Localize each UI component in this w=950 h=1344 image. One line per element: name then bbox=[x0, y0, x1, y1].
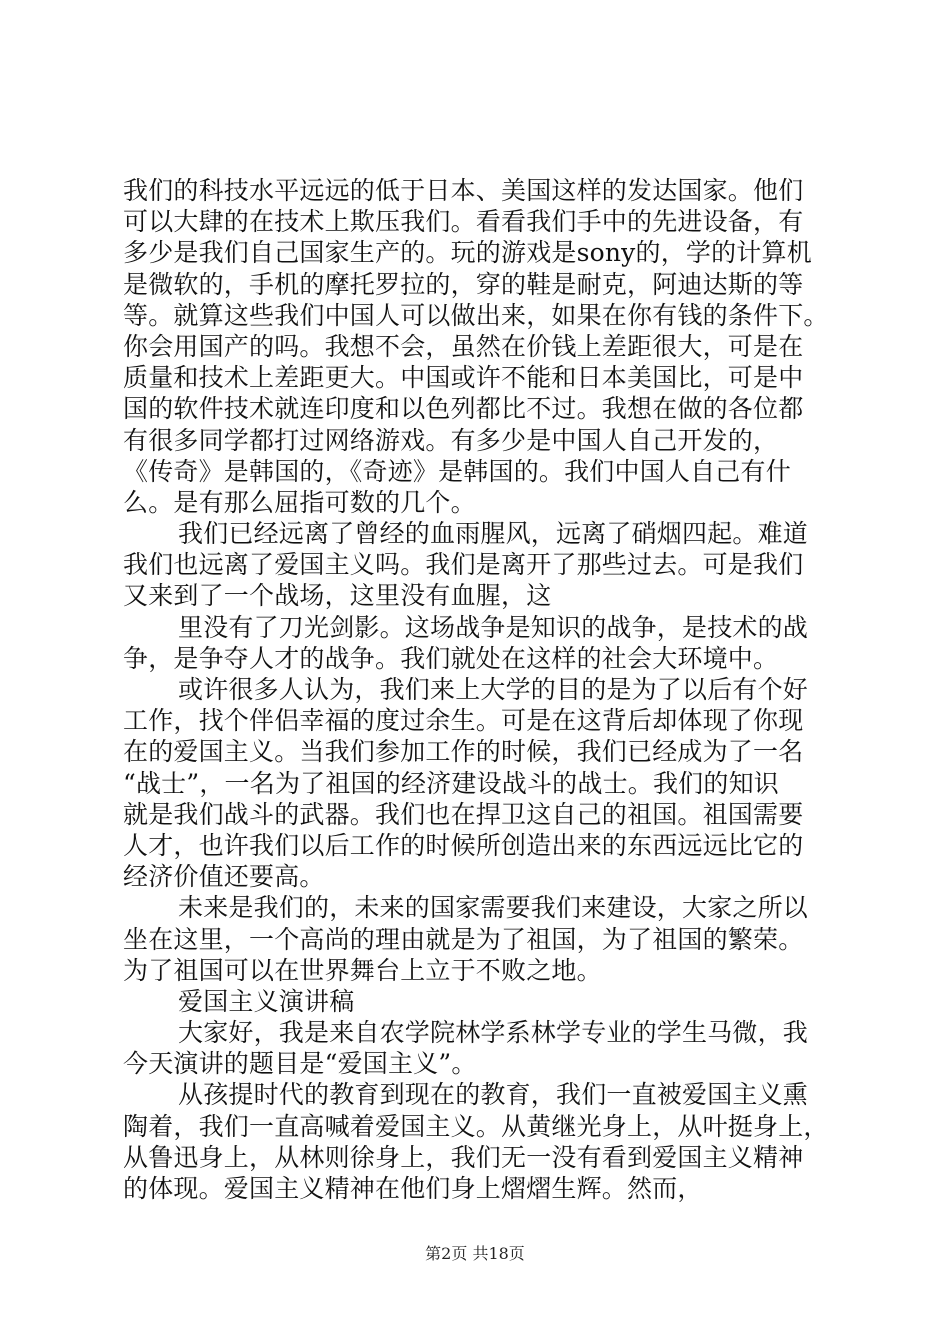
text-line: 可以大肆的在技术上欺压我们。看看我们手中的先进设备，有 bbox=[123, 207, 804, 237]
text-line: 从孩提时代的教育到现在的教育，我们一直被爱国主义熏 bbox=[178, 1080, 809, 1110]
text-line: 我们已经远离了曾经的血雨腥风，远离了硝烟四起。难道 bbox=[178, 519, 809, 549]
text-line: 经济价值还要高。 bbox=[123, 862, 325, 892]
text-line: 你会用国产的吗。我想不会，虽然在价钱上差距很大，可是在 bbox=[123, 331, 804, 361]
text-line: 在的爱国主义。当我们参加工作的时候，我们已经成为了一名 bbox=[123, 737, 804, 767]
text-line: 今天演讲的题目是“爱国主义”。 bbox=[123, 1049, 477, 1079]
text-line: 是微软的，手机的摩托罗拉的，穿的鞋是耐克，阿迪达斯的等 bbox=[123, 269, 804, 299]
text-line: 或许很多人认为，我们来上大学的目的是为了以后有个好 bbox=[178, 675, 809, 704]
text-line: 的体现。爱国主义精神在他们身上熠熠生辉。然而， bbox=[123, 1174, 703, 1203]
text-line: 质量和技术上差距更大。中国或许不能和日本美国比，可是中 bbox=[123, 363, 804, 393]
text-line: 为了祖国可以在世界舞台上立于不败之地。 bbox=[123, 955, 602, 985]
body-text bbox=[123, 175, 843, 1204]
text-line: 从鲁迅身上，从林则徐身上，我们无一没有看到爱国主义精神 bbox=[123, 1142, 804, 1172]
text-line: 坐在这里，一个高尚的理由就是为了祖国，为了祖国的繁荣。 bbox=[123, 924, 804, 954]
text-line: 争，是争夺人才的战争。我们就处在这样的社会大环境中。 bbox=[123, 643, 779, 673]
text-line: 我们也远离了爱国主义吗。我们是离开了那些过去。可是我们 bbox=[123, 550, 804, 580]
text-line: 有很多同学都打过网络游戏。有多少是中国人自己开发的， bbox=[123, 425, 779, 455]
text-line: 多少是我们自己国家生产的。玩的游戏是sony的，学的计算机 bbox=[123, 238, 812, 268]
text-line: 么。是有那么屈指可数的几个。 bbox=[123, 487, 476, 517]
page-footer: 第2页 共18页 bbox=[425, 1244, 525, 1263]
text-line: 大家好，我是来自农学院林学系林学专业的学生马微，我 bbox=[178, 1018, 809, 1048]
text-line: 等。就算这些我们中国人可以做出来，如果在你有钱的条件下。 bbox=[123, 300, 829, 330]
text-line: 人才，也许我们以后工作的时候所创造出来的东西远远比它的 bbox=[123, 830, 804, 860]
text-line: 未来是我们的，未来的国家需要我们来建设，大家之所以 bbox=[178, 893, 809, 923]
text-line: 里没有了刀光剑影。这场战争是知识的战争，是技术的战 bbox=[178, 612, 809, 642]
text-line: 国的软件技术就连印度和以色列都比不过。我想在做的各位都 bbox=[123, 394, 804, 424]
text-line: 爱国主义演讲稿 bbox=[178, 986, 355, 1016]
text-line: 又来到了一个战场，这里没有血腥，这 bbox=[123, 581, 552, 611]
text-line: 工作，找个伴侣幸福的度过余生。可是在这背后却体现了你现 bbox=[123, 706, 804, 736]
text-line: 就是我们战斗的武器。我们也在捍卫这自己的祖国。祖国需要 bbox=[123, 799, 804, 829]
text-line: “战士”，一名为了祖国的经济建设战斗的战士。我们的知识 bbox=[123, 768, 779, 798]
text-line: 陶着，我们一直高喊着爱国主义。从黄继光身上，从叶挺身上， bbox=[123, 1111, 829, 1141]
text-line: 我们的科技水平远远的低于日本、美国这样的发达国家。他们 bbox=[123, 176, 804, 205]
text-line: 《传奇》是韩国的，《奇迹》是韩国的。我们中国人自己有什 bbox=[123, 456, 791, 486]
